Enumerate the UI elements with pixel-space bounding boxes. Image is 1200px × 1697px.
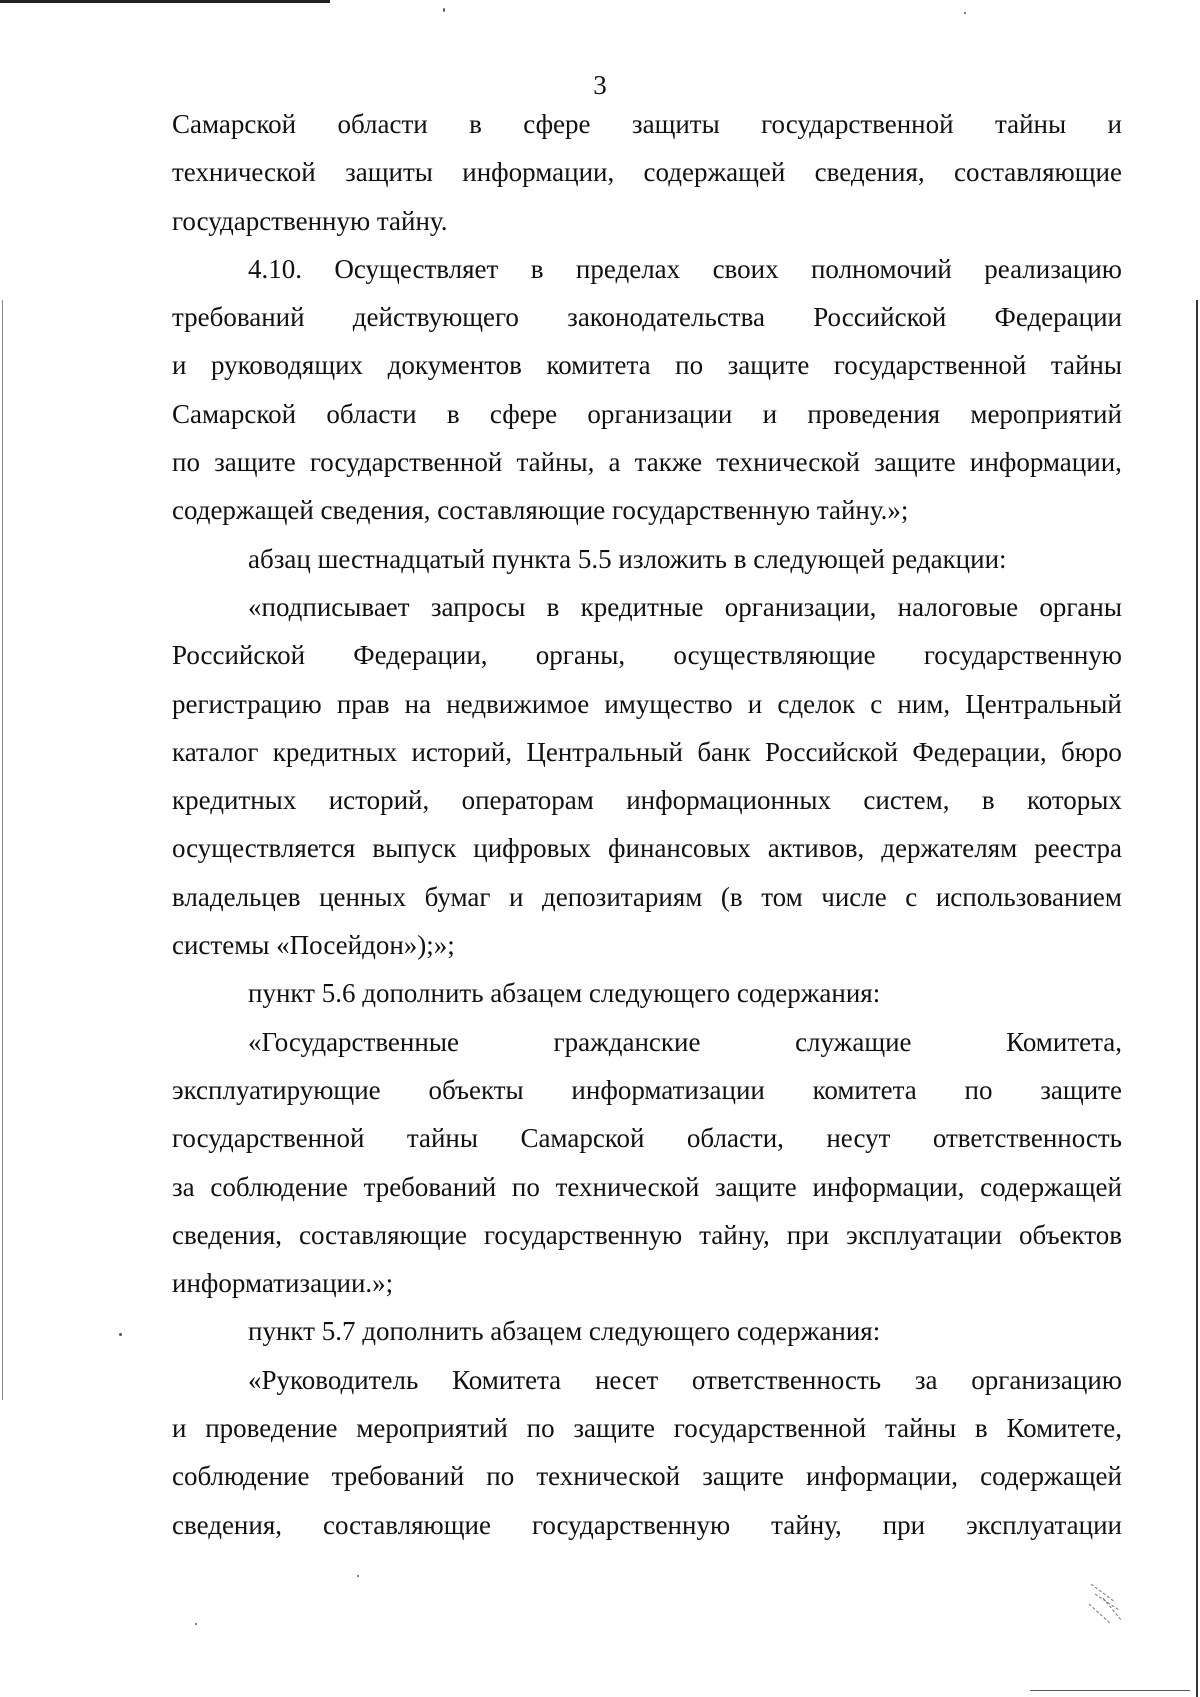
word: владельцев — [172, 881, 301, 912]
text-line: абзац шестнадцатый пункта 5.5 изложить в следующей редакции: — [248, 543, 1007, 574]
word: органы — [1039, 591, 1122, 622]
word: области — [326, 398, 417, 429]
text-line — [172, 1163, 1122, 1211]
word: составляющие — [323, 1509, 491, 1540]
scan-speck — [964, 12, 966, 14]
word: информации, — [969, 447, 1122, 478]
word: защите — [573, 1413, 656, 1444]
word: с — [905, 881, 918, 912]
word: руководящих — [210, 350, 364, 381]
word: служащие — [795, 1026, 912, 1057]
word: информации, — [806, 1461, 958, 1492]
text-line — [172, 1114, 1122, 1162]
word: технической — [536, 1461, 681, 1492]
text-line — [172, 1404, 1122, 1452]
word: выпуск — [372, 833, 457, 864]
word: Центральный — [965, 688, 1122, 719]
word: организации — [587, 398, 733, 429]
word: тайны — [406, 1123, 479, 1154]
page-number: 3 — [593, 70, 607, 100]
word: и — [508, 881, 524, 912]
word: сфере — [523, 109, 591, 139]
text-line — [172, 293, 1122, 341]
word: эксплуатации — [846, 1219, 1002, 1250]
word: недвижимое — [446, 688, 590, 719]
word: информатизации — [571, 1074, 765, 1105]
word: соблюдение — [172, 1461, 310, 1492]
word: государственную — [531, 1509, 731, 1540]
word: сфере — [489, 398, 558, 429]
word: защите — [715, 1171, 797, 1202]
text-line — [172, 245, 1122, 293]
word: тайны, — [516, 447, 595, 478]
word: защиты — [345, 157, 433, 188]
word: по — [172, 447, 200, 478]
text-line: содержащей сведения, составляющие государственную тайну.»; — [172, 495, 909, 526]
word: числе — [821, 881, 887, 912]
word: государственной — [673, 1413, 867, 1444]
text-line: пункт 5.7 дополнить абзацем следующего содержания: — [248, 1316, 881, 1347]
word: «Государственные — [248, 1026, 459, 1057]
word: государственной — [309, 447, 503, 478]
text-line — [172, 1356, 1122, 1404]
word: (в — [720, 881, 743, 912]
word: государственную — [923, 640, 1122, 671]
word: по — [675, 350, 704, 381]
word: систем, — [863, 785, 950, 816]
text-line — [172, 631, 1122, 679]
word: историй, — [411, 736, 512, 767]
text-line — [172, 148, 1122, 196]
word: и — [172, 350, 187, 381]
word: в — [446, 398, 460, 429]
word: которых — [1026, 785, 1122, 816]
word: объекты — [428, 1074, 524, 1105]
word: составляющие — [954, 157, 1122, 188]
word: Российской — [172, 640, 306, 671]
text-line: информатизации.»; — [172, 1268, 394, 1299]
word: регистрацию — [172, 688, 322, 719]
word: информации, — [462, 157, 615, 188]
text-line: пункт 5.6 дополнить абзацем следующего содержания: — [248, 978, 881, 1009]
word: своих — [712, 253, 779, 284]
text-line — [172, 824, 1122, 872]
text-line: государственную тайну. — [172, 205, 448, 236]
text-line — [172, 1501, 1122, 1549]
word: документов — [387, 350, 522, 381]
word: требований — [331, 1461, 465, 1492]
word: пределах — [575, 253, 681, 284]
word: депозитариям — [541, 881, 703, 912]
word: на — [404, 688, 432, 719]
word: активов, — [767, 833, 865, 864]
scan-mark — [1085, 1580, 1125, 1630]
scan-edge-bottom — [1030, 1690, 1190, 1691]
word: по — [511, 1171, 540, 1202]
word: операторам — [461, 785, 594, 816]
word: законодательства — [567, 302, 765, 333]
scan-edge-right — [1196, 300, 1198, 1697]
scan-speck — [195, 1623, 197, 1625]
text-line — [172, 583, 1122, 631]
word: защите — [874, 447, 956, 478]
word: комитета — [546, 350, 651, 381]
text-line — [172, 100, 1122, 148]
word: мероприятий — [356, 1413, 508, 1444]
word: несут — [826, 1123, 891, 1154]
word: содержащей — [980, 1171, 1122, 1202]
word: налоговые — [897, 591, 1019, 622]
word: за — [914, 1364, 938, 1395]
word: тайны — [1050, 350, 1122, 381]
word: осуществляющие — [673, 640, 876, 671]
word: технической — [555, 1171, 700, 1202]
word: технической — [716, 447, 860, 478]
word: использованием — [935, 881, 1122, 912]
word: историй, — [328, 785, 430, 816]
word: при — [786, 1219, 830, 1250]
word: также — [634, 447, 703, 478]
word: сведения, — [172, 1509, 282, 1540]
word: органы, — [535, 640, 626, 671]
scan-edge-top — [0, 0, 330, 3]
word: ценных — [319, 881, 407, 912]
word: сведения, — [172, 1219, 282, 1250]
word: осуществляется — [172, 833, 356, 864]
word: реестра — [1034, 833, 1122, 864]
word: комитета — [812, 1074, 917, 1105]
word: с — [870, 688, 883, 719]
text-line — [172, 390, 1122, 438]
word: содержащей — [980, 1461, 1122, 1492]
text-line — [172, 680, 1122, 728]
word: при — [882, 1509, 926, 1540]
word: соблюдение — [210, 1171, 348, 1202]
word: кредитные — [580, 591, 704, 622]
scan-speck — [119, 1333, 122, 1336]
word: требований — [363, 1171, 497, 1202]
word: Российской — [813, 302, 947, 333]
word: 4.10. — [248, 253, 302, 284]
text-line — [172, 728, 1122, 776]
word: сведения, — [814, 157, 925, 188]
word: Самарской — [172, 109, 297, 139]
word: том — [761, 881, 803, 912]
word: Комитете, — [1006, 1413, 1122, 1444]
word: эксплуатации — [966, 1509, 1122, 1540]
word: «подписывает — [248, 591, 410, 622]
word: проведения — [807, 398, 941, 429]
word: информационных — [626, 785, 832, 816]
word: организации, — [724, 591, 877, 622]
word: объектов — [1019, 1219, 1122, 1250]
word: ним, — [897, 688, 951, 719]
word: Федерации, — [353, 640, 488, 671]
word: Осуществляет — [334, 253, 499, 284]
word: защите — [702, 1461, 784, 1492]
word: кредитных — [172, 785, 297, 816]
word: сделок — [777, 688, 856, 719]
word: и — [1107, 109, 1122, 139]
word: «Руководитель — [248, 1364, 419, 1395]
word: имущество — [604, 688, 733, 719]
word: технической — [172, 157, 316, 188]
word: реализацию — [984, 253, 1122, 284]
word: области, — [686, 1123, 784, 1154]
word: в — [469, 109, 482, 139]
word: бумаг — [424, 881, 491, 912]
text-line — [172, 438, 1122, 486]
word: информации, — [812, 1171, 965, 1202]
word: держателям — [881, 833, 1018, 864]
word: по — [964, 1074, 993, 1105]
word: мероприятий — [970, 398, 1122, 429]
word: государственной — [761, 109, 954, 139]
text-line — [172, 873, 1122, 921]
word: Федерации, — [912, 736, 1047, 767]
text-line — [172, 1066, 1122, 1114]
word: бюро — [1061, 736, 1122, 767]
text-line — [172, 1452, 1122, 1500]
word: государственную — [483, 1219, 683, 1250]
text-line: системы «Посейдон»);»; — [172, 930, 455, 961]
word: требований — [172, 302, 305, 333]
word: ответственность — [932, 1123, 1122, 1154]
word: тайны — [885, 1413, 957, 1444]
word: в — [530, 253, 544, 284]
word: в — [981, 785, 995, 816]
scan-speck — [443, 8, 445, 12]
word: защиты — [631, 109, 720, 139]
word: защите — [1040, 1074, 1122, 1105]
word: цифровых — [473, 833, 592, 864]
word: полномочий — [810, 253, 952, 284]
word: прав — [336, 688, 390, 719]
word: составляющие — [299, 1219, 467, 1250]
word: банк — [697, 736, 751, 767]
word: и — [747, 688, 763, 719]
word: и — [172, 1413, 187, 1444]
word: запросы — [430, 591, 526, 622]
word: эксплуатирующие — [172, 1074, 381, 1105]
word: а — [608, 447, 621, 478]
word: финансовых — [608, 833, 751, 864]
scan-speck — [357, 1575, 359, 1577]
word: защите — [727, 350, 810, 381]
word: ответственность — [691, 1364, 882, 1395]
word: по — [526, 1413, 555, 1444]
document-body — [172, 100, 1122, 1549]
word: Российской — [764, 736, 899, 767]
word: несет — [594, 1364, 659, 1395]
word: содержащей — [643, 157, 786, 188]
word: каталог — [172, 736, 259, 767]
scan-edge-left — [2, 300, 3, 1400]
text-line — [172, 341, 1122, 389]
text-line — [172, 1211, 1122, 1259]
word: государственной — [172, 1123, 365, 1154]
word: по — [486, 1461, 515, 1492]
word: Федерации — [994, 302, 1122, 333]
word: организацию — [971, 1364, 1122, 1395]
word: в — [546, 591, 560, 622]
word: области — [337, 109, 428, 139]
word: и — [762, 398, 778, 429]
word: Комитета — [452, 1364, 562, 1395]
word: в — [974, 1413, 988, 1444]
word: защите — [214, 447, 296, 478]
word: Самарской — [172, 398, 297, 429]
word: гражданские — [553, 1026, 701, 1057]
word: действующего — [352, 302, 519, 333]
word: за — [172, 1171, 195, 1202]
word: тайны — [994, 109, 1067, 139]
word: проведение — [205, 1413, 338, 1444]
word: государственной — [833, 350, 1027, 381]
word: Комитета, — [1006, 1026, 1122, 1057]
text-line — [172, 1018, 1122, 1066]
word: Самарской — [520, 1123, 645, 1154]
word: Центральный — [526, 736, 683, 767]
word: кредитных — [272, 736, 398, 767]
word: тайну, — [699, 1219, 770, 1250]
word: тайну, — [771, 1509, 842, 1540]
text-line — [172, 776, 1122, 824]
